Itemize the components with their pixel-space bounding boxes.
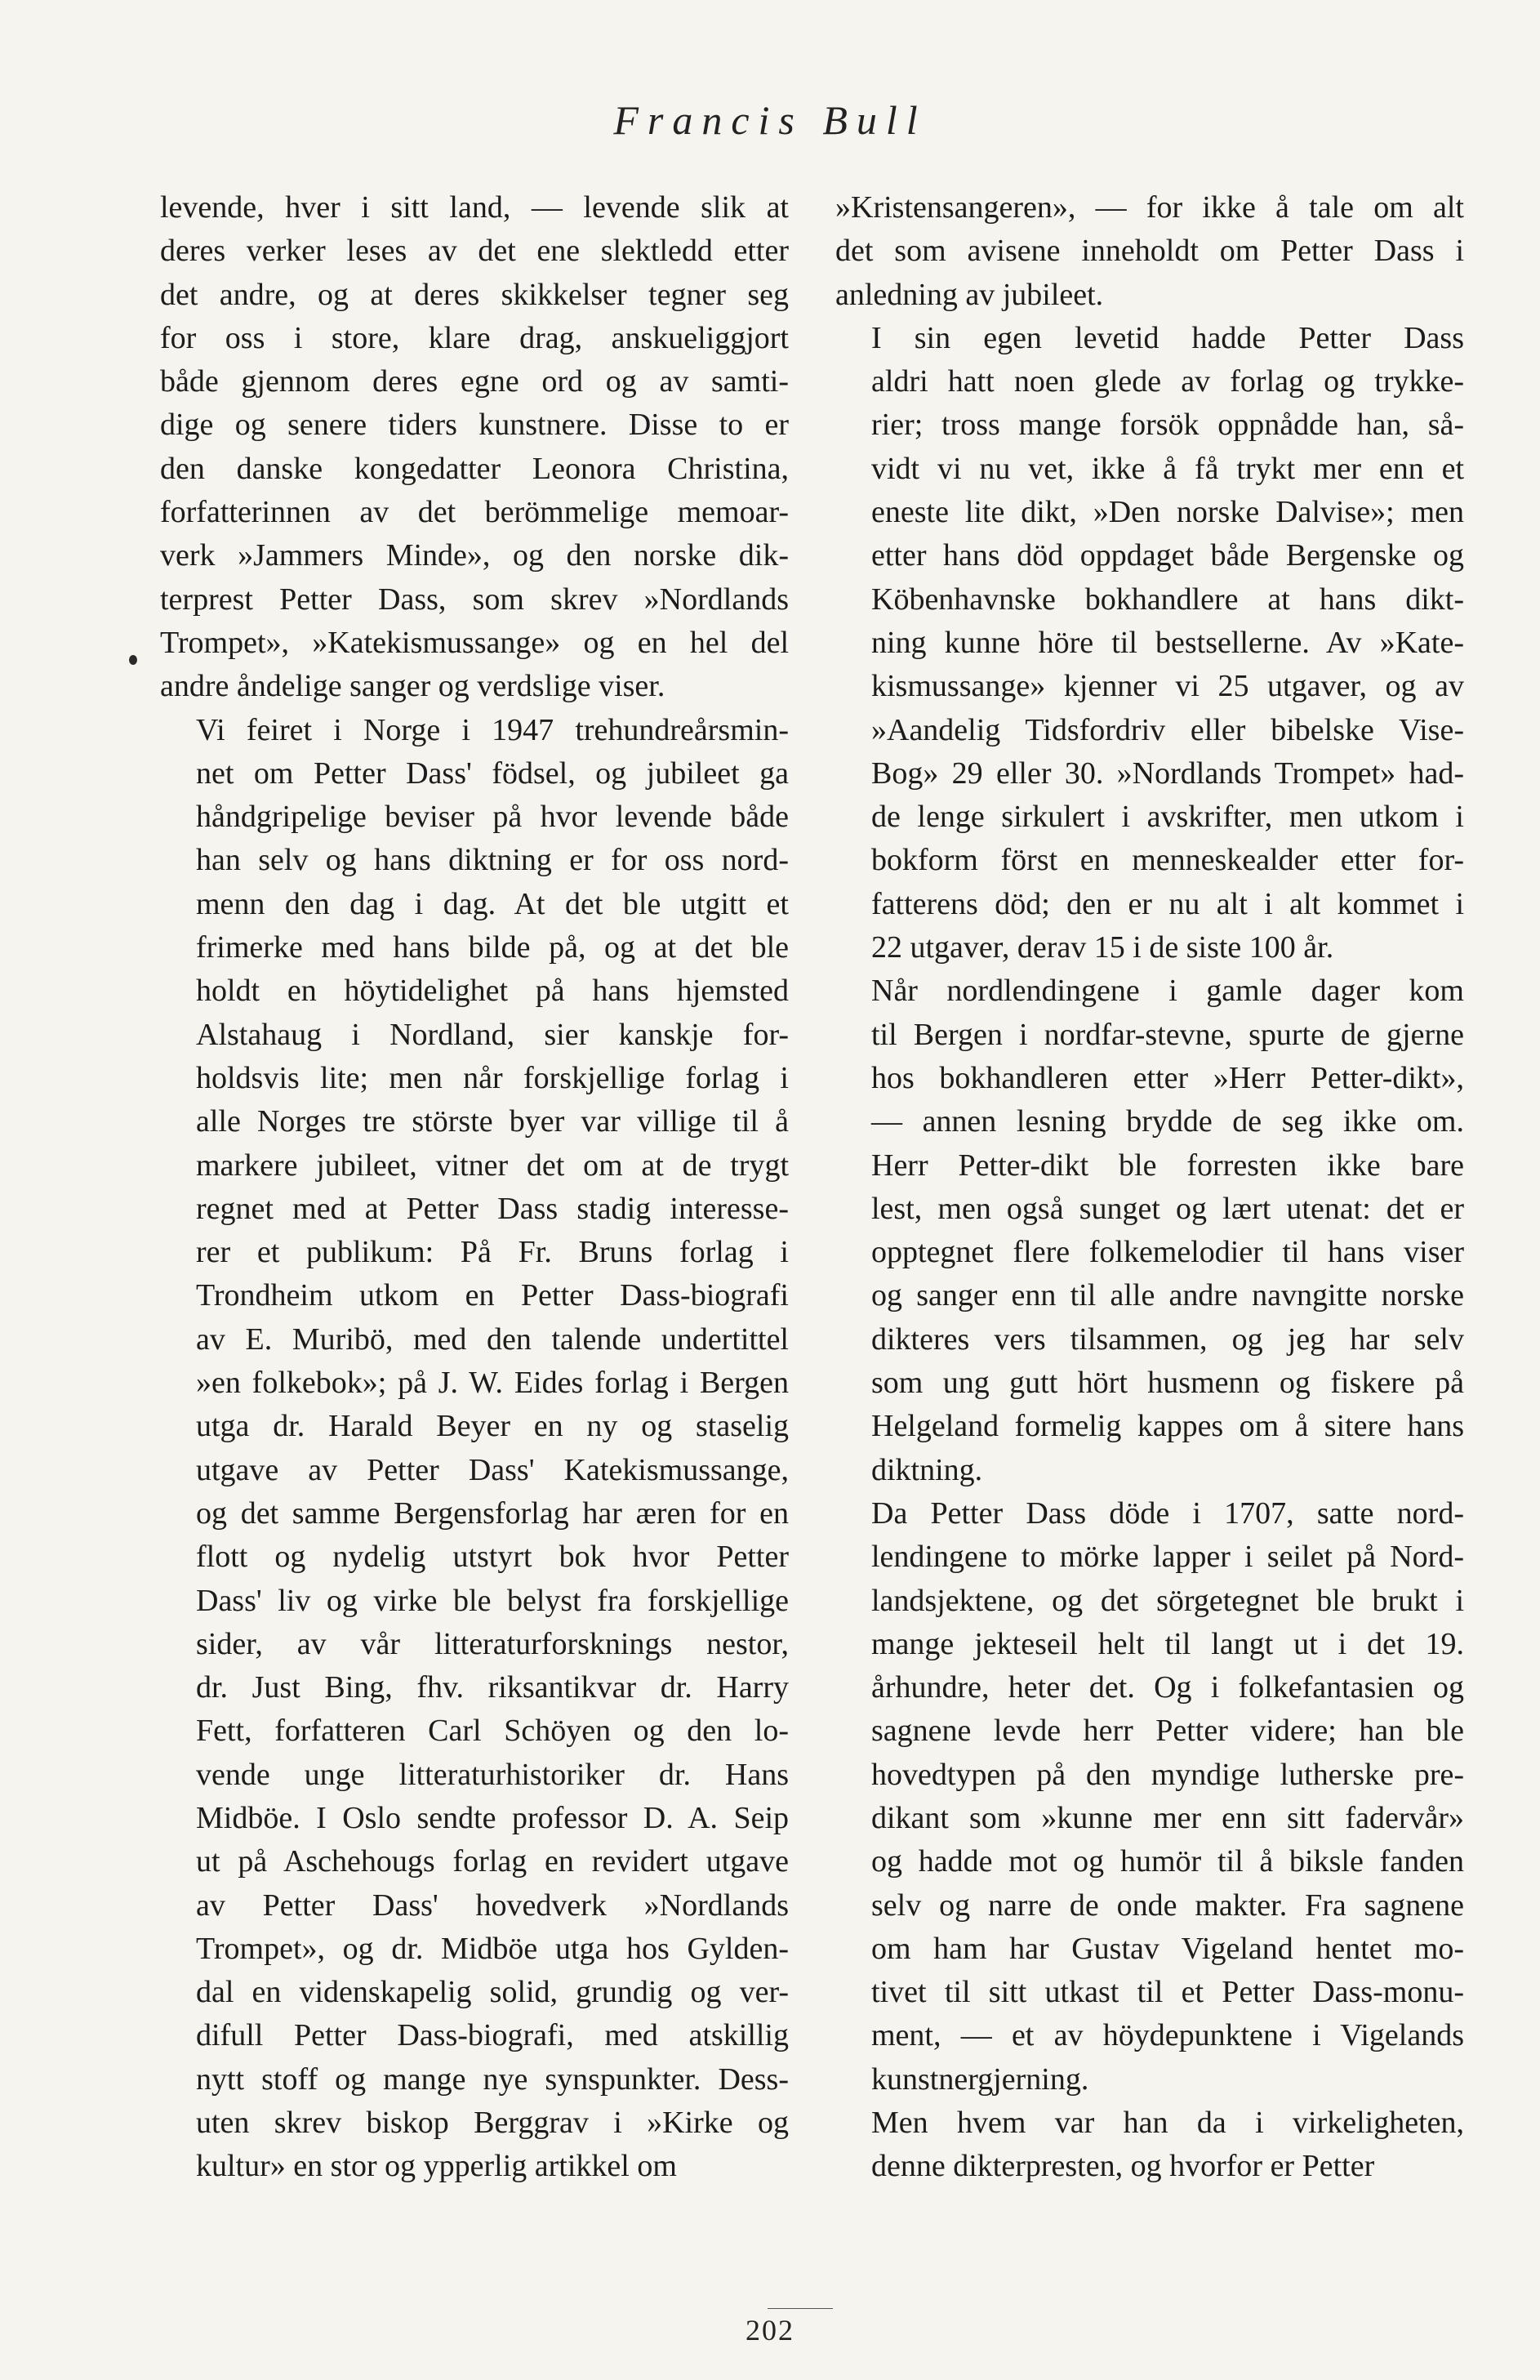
text-line: rer et publikum: På Fr. Bruns forlag i — [196, 1235, 789, 1270]
text-line: håndgripelige beviser på hvor levende både — [196, 800, 789, 835]
text-line: Fett, forfatteren Carl Schöyen og den lo- — [196, 1714, 789, 1749]
text-line: hovedtypen på den myndige lutherske pre- — [871, 1757, 1464, 1792]
text-line: den danske kongedatter Leonora Christina, — [160, 451, 789, 486]
paragraph — [160, 186, 789, 709]
text-line: 22 utgaver, derav 15 i de siste 100 år. — [871, 930, 1334, 965]
text-line: difull Petter Dass-biografi, med atskillig — [196, 2018, 789, 2053]
text-line: Trondheim utkom en Petter Dass-biografi — [196, 1278, 789, 1313]
text-line: aldri hatt noen glede av forlag og trykke- — [871, 364, 1464, 399]
text-line: Da Petter Dass döde i 1707, satte nord- — [871, 1495, 1464, 1531]
text-line: kunstnergjerning. — [871, 2061, 1089, 2097]
text-line: levende, hver i sitt land, — levende slik at — [160, 190, 789, 225]
text-line: Men hvem var han da i virkeligheten, — [871, 2106, 1464, 2141]
text-line: menn den dag i dag. At det ble utgitt et — [196, 886, 789, 921]
text-line: om ham har Gustav Vigeland hentet mo- — [871, 1931, 1464, 1966]
text-line: de lenge sirkulert i avskrifter, men utkom i — [871, 800, 1464, 835]
text-line: vidt vi nu vet, ikke å få trykt mer enn et — [871, 451, 1464, 486]
right-column — [835, 186, 1464, 2189]
text-line: utga dr. Harald Beyer en ny og staselig — [196, 1409, 789, 1444]
text-line: mange jekteseil helt til langt ut i det 19. — [871, 1626, 1464, 1661]
text-line: markere jubileet, vitner det om at de trygt — [196, 1148, 789, 1183]
text-line: og hadde mot og humör til å biksle fanden — [871, 1844, 1464, 1879]
text-line: for oss i store, klare drag, anskueliggjort — [160, 320, 789, 355]
text-line: tivet til sitt utkast til et Petter Dass-monu- — [871, 1975, 1464, 2010]
text-line: Når nordlendingene i gamle dager kom — [871, 974, 1464, 1009]
text-line: til Bergen i nordfar-stevne, spurte de gjerne — [871, 1017, 1464, 1052]
text-line: diktning. — [871, 1452, 983, 1487]
folio-rule — [768, 2308, 833, 2309]
text-line: fatterens död; den er nu alt i alt kommet i — [871, 886, 1464, 921]
text-line: det andre, og at deres skikkelser tegner seg — [160, 277, 789, 312]
text-line: han selv og hans diktning er for oss nord- — [196, 843, 789, 878]
text-line: dikteres vers tilsammen, og jeg har selv — [871, 1321, 1464, 1357]
text-line: andre åndelige sanger og verdslige viser. — [160, 669, 665, 704]
paragraph — [835, 1492, 1464, 2101]
text-line: etter hans död oppdaget både Bergenske og — [871, 538, 1464, 573]
text-line: Köbenhavnske bokhandlere at hans dikt- — [871, 582, 1464, 617]
text-line: verk »Jammers Minde», og den norske dik- — [160, 538, 789, 573]
text-line: både gjennom deres egne ord og av samti- — [160, 364, 789, 399]
text-line: »Aandelig Tidsfordriv eller bibelske Vise- — [871, 712, 1464, 747]
text-line: bokform först en menneskealder etter for- — [871, 843, 1464, 878]
left-column — [160, 186, 789, 2189]
text-line: uten skrev biskop Berggrav i »Kirke og — [196, 2106, 789, 2141]
text-line: sider, av vår litteraturforsknings nestor, — [196, 1626, 789, 1661]
text-line: Trompet», og dr. Midböe utga hos Gylden- — [196, 1931, 789, 1966]
text-line: — annen lesning brydde de seg ikke om. — [871, 1104, 1464, 1139]
text-line: og det samme Bergensforlag har æren for en — [196, 1495, 789, 1531]
text-line: Dass' liv og virke ble belyst fra forskjellige — [196, 1583, 789, 1618]
text-line: alle Norges tre störste byer var villige til å — [196, 1104, 789, 1139]
text-line: Alstahaug i Nordland, sier kanskje for- — [196, 1017, 789, 1052]
text-line: lest, men også sunget og lært utenat: det er — [871, 1191, 1464, 1226]
text-line: dige og senere tiders kunstnere. Disse to er — [160, 408, 789, 443]
running-head: Francis Bull — [613, 97, 927, 143]
text-line: flott og nydelig utstyrt bok hvor Petter — [196, 1540, 789, 1575]
text-line: deres verker leses av det ene slektledd etter — [160, 234, 789, 269]
paragraph — [835, 317, 1464, 969]
text-line: selv og narre de onde makter. Fra sagnene — [871, 1888, 1464, 1923]
text-line: ment, — et av höydepunktene i Vigelands — [871, 2018, 1464, 2053]
text-line: opptegnet flere folkemelodier til hans viser — [871, 1235, 1464, 1270]
text-line: hos bokhandleren etter »Herr Petter-dikt», — [871, 1060, 1464, 1095]
text-line: net om Petter Dass' födsel, og jubileet ga — [196, 755, 789, 791]
text-line: dal en videnskapelig solid, grundig og ver- — [196, 1975, 789, 2010]
paragraph — [835, 2101, 1464, 2189]
text-line: »Kristensangeren», — for ikke å tale om alt — [835, 190, 1464, 225]
text-line: som ung gutt hört husmenn og fiskere på — [871, 1366, 1464, 1401]
paragraph — [835, 186, 1464, 317]
text-line: I sin egen levetid hadde Petter Dass — [871, 320, 1464, 355]
margin-mark-icon — [129, 655, 137, 665]
text-line: lendingene to mörke lapper i seilet på Nord- — [871, 1540, 1464, 1575]
text-line: Helgeland formelig kappes om å sitere hans — [871, 1409, 1464, 1444]
text-line: anledning av jubileet. — [835, 277, 1104, 312]
text-line: av Petter Dass' hovedverk »Nordlands — [196, 1888, 789, 1923]
text-line: århundre, heter det. Og i folkefantasien og — [871, 1670, 1464, 1705]
text-line: denne dikterpresten, og hvorfor er Petter — [871, 2149, 1375, 2184]
text-line: ut på Aschehougs forlag en revidert utgave — [196, 1844, 789, 1879]
text-line: ning kunne höre til bestsellerne. Av »Kate- — [871, 625, 1464, 660]
text-line: kultur» en stor og ypperlig artikkel om — [196, 2149, 677, 2184]
text-line: holdt en höytidelighet på hans hjemsted — [196, 974, 789, 1009]
paragraph — [160, 709, 789, 2189]
text-line: landsjektene, og det sörgetegnet ble brukt i — [871, 1583, 1464, 1618]
text-line: »en folkebok»; på J. W. Eides forlag i Bergen — [196, 1366, 789, 1401]
text-line: frimerke med hans bilde på, og at det ble — [196, 930, 789, 965]
text-line: det som avisene inneholdt om Petter Dass i — [835, 234, 1464, 269]
text-line: Herr Petter-dikt ble forresten ikke bare — [871, 1148, 1464, 1183]
text-line: regnet med at Petter Dass stadig interesse- — [196, 1191, 789, 1226]
text-line: holdsvis lite; men når forskjellige forlag i — [196, 1060, 789, 1095]
text-line: dikant som »kunne mer enn sitt fadervår» — [871, 1800, 1464, 1835]
text-line: Trompet», »Katekismussange» og en hel del — [160, 625, 789, 660]
text-line: utgave av Petter Dass' Katekismussange, — [196, 1452, 789, 1487]
text-line: kismussange» kjenner vi 25 utgaver, og av — [871, 669, 1464, 704]
text-line: vende unge litteraturhistoriker dr. Hans — [196, 1757, 789, 1792]
text-line: Bog» 29 eller 30. »Nordlands Trompet» had- — [871, 755, 1464, 791]
page-number: 202 — [746, 2314, 794, 2347]
text-line: av E. Muribö, med den talende undertittel — [196, 1321, 789, 1357]
text-line: og sanger enn til alle andre navngitte norske — [871, 1278, 1464, 1313]
text-line: dr. Just Bing, fhv. riksantikvar dr. Harry — [196, 1670, 789, 1705]
paragraph — [835, 969, 1464, 1492]
text-line: nytt stoff og mange nye synspunkter. Dess- — [196, 2061, 789, 2097]
text-line: sagnene levde herr Petter videre; han ble — [871, 1714, 1464, 1749]
text-line: eneste lite dikt, »Den norske Dalvise»; men — [871, 495, 1464, 530]
text-line: Vi feiret i Norge i 1947 trehundreårsmin- — [196, 712, 789, 747]
text-line: forfatterinnen av det berömmelige memoar- — [160, 495, 789, 530]
text-line: Midböe. I Oslo sendte professor D. A. Seip — [196, 1800, 789, 1835]
text-line: terprest Petter Dass, som skrev »Nordlands — [160, 582, 789, 617]
text-line: rier; tross mange forsök oppnådde han, så- — [871, 408, 1464, 443]
